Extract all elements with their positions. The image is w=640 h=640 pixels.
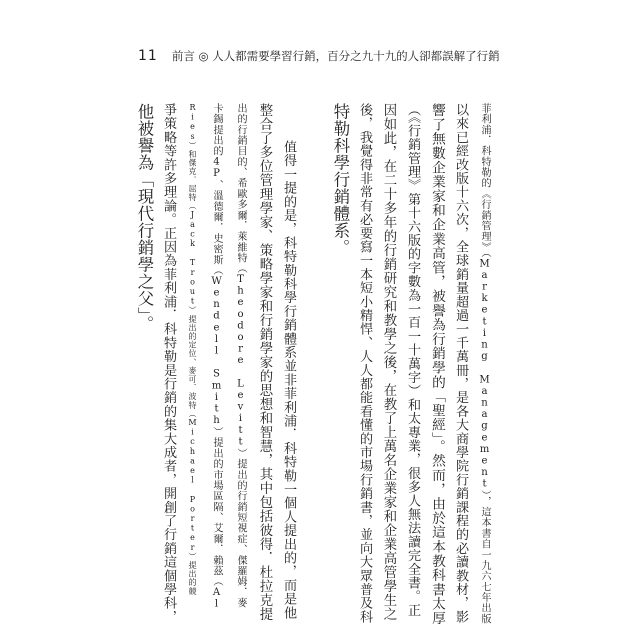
text-column: 出的行銷目的、希歐多爾．萊維特（Theodore Levitt）提出的行銷短視症、傑羅姆．麥 (235, 103, 246, 609)
page-number: 11 (138, 48, 158, 64)
text-column: 爭策略等許多理論。正因為菲利浦．科特勒是行銷的集大成者，開創了行銷這個學科， (161, 103, 176, 624)
text-column: 因如此，在二十多年的行銷研究和教學之後，在教了上萬名企業家和企業高管學生之 (381, 103, 396, 621)
text-column: 菲利浦．科特勒的《行銷管理》（Marketing Management），這本書自一九六七年出版 (479, 103, 490, 625)
text-column: 特勒科學行銷體系。 (331, 103, 350, 256)
text-column: 卡錫提出的4P、溫德爾．史密斯（Wendell Smith）提出的市場區隔、艾爾．賴茲（Al (211, 103, 222, 611)
text-column: 整合了多位管理學家、策略學家和行銷學家的思想和智慧，其中包括彼得．杜拉克提 (257, 103, 272, 621)
text-column: 以來已經改版十六次，全球銷量超過一千萬冊，是各大商學院行銷課程的必讀教材，影 (453, 103, 468, 624)
text-column: Ries）和傑克．屈特（Jack Trout）提出的定位、麥可．波特（Michael Porter）提出的競 (188, 103, 197, 596)
text-column: （《行銷管理》第十六版的字數為一百一十萬字）和太專業，很多人無法讀完全書。正 (405, 103, 420, 618)
text-column: 值得一提的是，科特勒科學行銷體系並非菲利浦．科特勒一個人提出的，而是他 (281, 140, 296, 620)
text-column: 響了無數企業家和企業高管，被譽為行銷學的「聖經」。然而，由於這本教科書太厚 (429, 103, 445, 626)
text-column: 後，我覺得非常有必要寫一本短小精悍、人人都能看懂的市場行銷書，並向大眾普及科 (357, 103, 372, 624)
text-column: 他被譽為「現代行銷學之父」。 (135, 103, 154, 333)
running-head: 前言 ◎ 人人都需要學習行銷，百分之九十九的人卻都誤解了行銷 (171, 49, 500, 63)
